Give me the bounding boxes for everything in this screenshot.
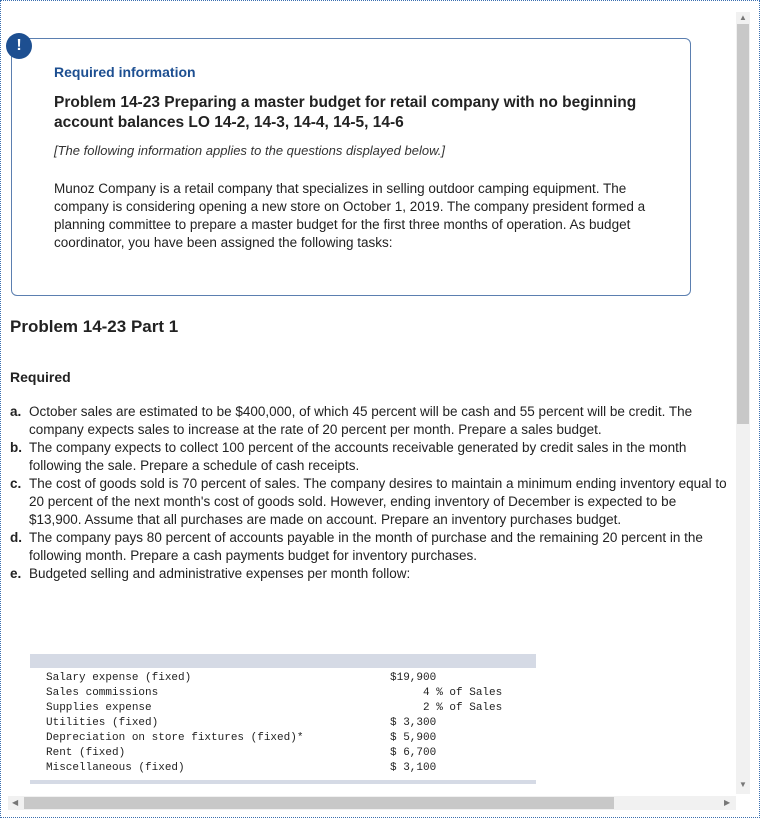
expense-item: Supplies expense xyxy=(46,702,152,714)
scroll-down-icon[interactable]: ▼ xyxy=(739,780,747,789)
table-row xyxy=(30,701,536,716)
task-label: a. xyxy=(10,404,22,419)
task-item xyxy=(10,529,728,565)
task-text: Budgeted selling and administrative expenses per month follow: xyxy=(29,566,411,581)
table-body xyxy=(30,668,536,776)
table-row xyxy=(30,761,536,776)
expense-value: 2 % of Sales xyxy=(390,702,503,714)
expense-value: $ 6,700 xyxy=(390,747,437,759)
horizontal-scrollbar[interactable] xyxy=(8,796,736,810)
expense-value: $ 3,100 xyxy=(390,762,437,774)
task-list xyxy=(10,403,728,583)
task-label: b. xyxy=(10,440,22,455)
intro-paragraph: Munoz Company is a retail company that specializes in selling outdoor camping equipment. The company is considering opening a new store on October 1, 2019. The company president formed a planning committee to prepare a master budget for the first three months of operation. As budget coordinator, you have been assigned the following tasks: xyxy=(54,181,646,250)
task-item xyxy=(10,475,728,529)
task-text: The company expects to collect 100 percent of the accounts receivable generated by credit sales in the month following the sale. Prepare a schedule of cash receipts. xyxy=(29,440,687,473)
task-label: c. xyxy=(10,476,22,491)
expense-item: Depreciation on store fixtures (fixed)* xyxy=(46,732,304,744)
expense-item: Sales commissions xyxy=(46,687,159,699)
task-item xyxy=(10,439,728,475)
table-row xyxy=(30,671,536,686)
part-title: Problem 14-23 Part 1 xyxy=(10,317,179,336)
expense-value: 4 % of Sales xyxy=(390,687,503,699)
table-row xyxy=(30,716,536,731)
task-text: October sales are estimated to be $400,000, of which 45 percent will be cash and 55 percent will be credit. The company expects sales to increase at the rate of 20 percent per month. Prepare a sales budget. xyxy=(29,404,693,437)
scroll-right-icon[interactable]: ▶ xyxy=(724,798,731,807)
expense-item: Utilities (fixed) xyxy=(46,717,159,729)
expenses-table xyxy=(30,654,536,784)
task-item xyxy=(10,565,728,583)
table-header-bar xyxy=(30,654,536,668)
table-row xyxy=(30,686,536,701)
scroll-up-icon[interactable]: ▲ xyxy=(739,13,747,22)
scroll-left-icon[interactable]: ◀ xyxy=(12,798,19,807)
expense-value: $ 3,300 xyxy=(390,717,437,729)
expense-value: $ 5,900 xyxy=(390,732,437,744)
expense-item: Rent (fixed) xyxy=(46,747,126,759)
task-label: e. xyxy=(10,566,22,581)
task-label: d. xyxy=(10,530,22,545)
task-item xyxy=(10,403,728,439)
problem-title: Problem 14-23 Preparing a master budget for retail company with no beginning account balances LO 14-2, 14-3, 14-4, 14-5, 14-6 xyxy=(54,94,637,131)
vertical-scrollbar[interactable] xyxy=(736,12,750,794)
horizontal-scroll-thumb[interactable] xyxy=(24,797,614,809)
applies-note: [The following information applies to the questions displayed below.] xyxy=(54,143,445,158)
alert-icon: ! xyxy=(6,33,32,59)
task-text: The company pays 80 percent of accounts payable in the month of purchase and the remaining 20 percent in the following month. Prepare a cash payments budget for inventory purchases. xyxy=(29,530,703,563)
vertical-scroll-thumb[interactable] xyxy=(737,24,749,424)
expense-item: Miscellaneous (fixed) xyxy=(46,762,185,774)
expense-value: $19,900 xyxy=(390,672,437,684)
table-row xyxy=(30,746,536,761)
expense-item: Salary expense (fixed) xyxy=(46,672,192,684)
table-footer-bar xyxy=(30,780,536,784)
required-info-heading: Required information xyxy=(54,64,196,80)
table-row xyxy=(30,731,536,746)
required-label: Required xyxy=(10,369,71,385)
task-text: The cost of goods sold is 70 percent of sales. The company desires to maintain a minimum ending inventory equal to 20 percent of the next month's cost of goods sold. However, ending inventory of December is expected to be $13,900. Assume that all purchases are made on account. Prepare an inventory purchases budget. xyxy=(29,476,727,527)
